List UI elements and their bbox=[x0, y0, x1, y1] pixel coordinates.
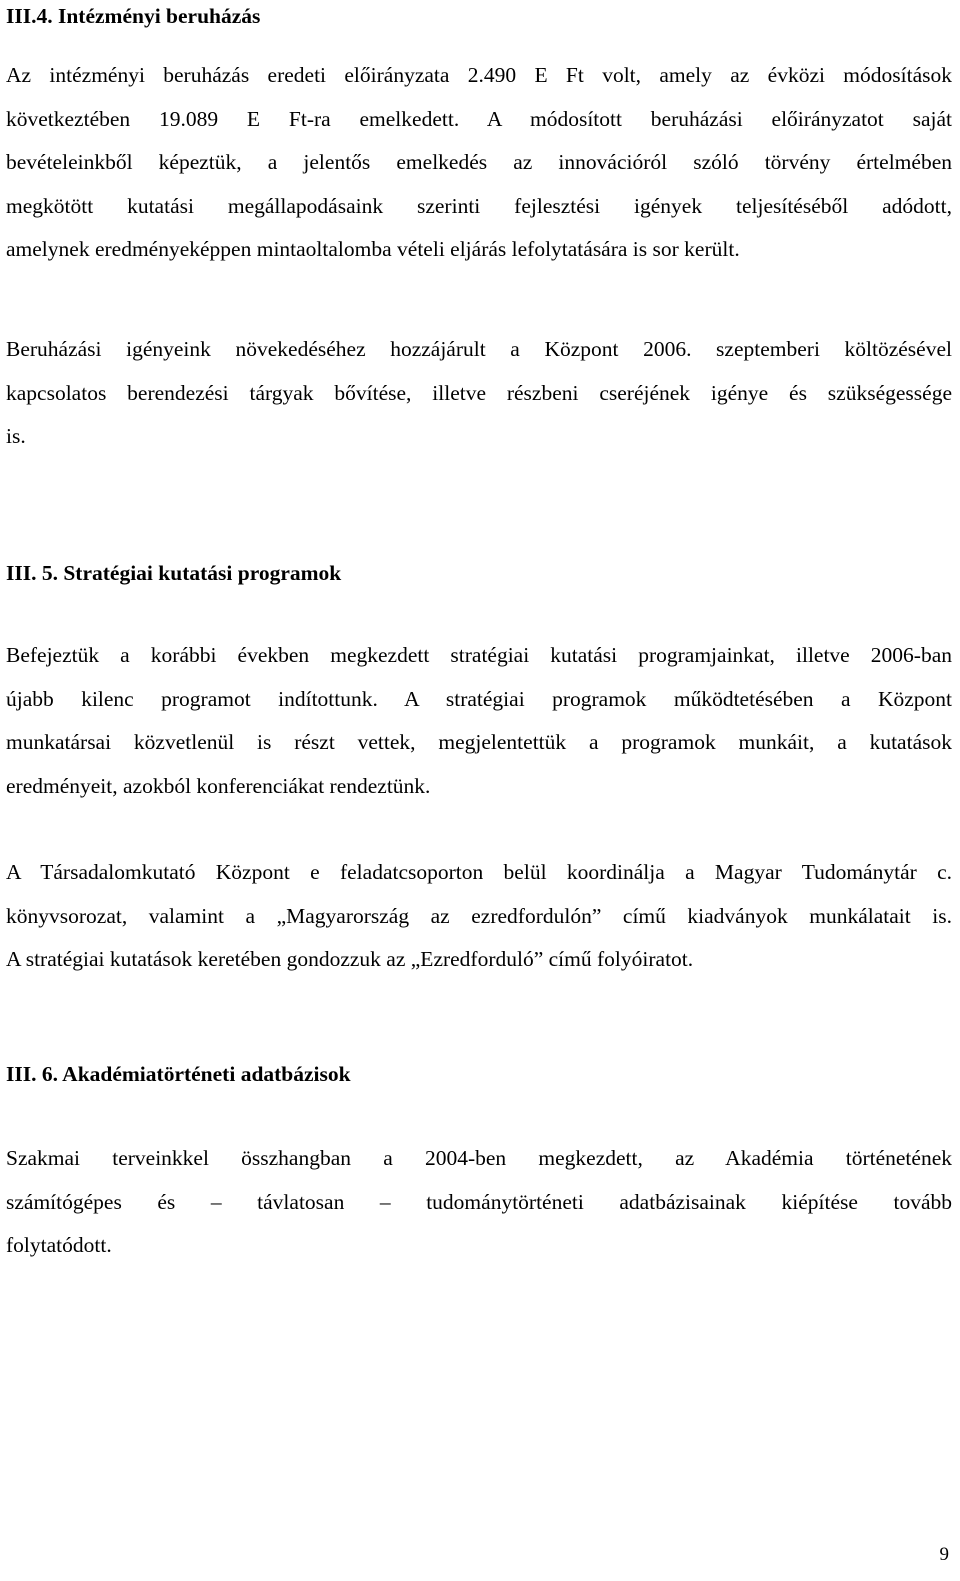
text-line: munkatársai közvetlenül is részt vettek, megjelentettük a programok munkáit, a kutatások bbox=[6, 730, 952, 755]
text-line: Az intézményi beruházás eredeti előirányzata 2.490 E Ft volt, amely az évközi módosítások bbox=[6, 63, 952, 87]
paragraph-academy-history-1 bbox=[6, 1137, 952, 1268]
paragraph-strategic-2 bbox=[6, 851, 952, 982]
section-heading-3-5: III. 5. Stratégiai kutatási programok bbox=[6, 561, 342, 585]
text-line: megkötött kutatási megállapodásaink szerinti fejlesztési igények teljesítéséből adódott, bbox=[6, 193, 952, 218]
text-line: amelynek eredményeképpen mintaoltalomba vételi eljárás lefolytatására is sor került. bbox=[6, 237, 740, 262]
text-line: Beruházási igényeink növekedéséhez hozzájárult a Központ 2006. szeptemberi költözésével bbox=[6, 337, 952, 361]
text-line: A Társadalomkutató Központ e feladatcsoporton belül koordinálja a Magyar Tudománytár c. bbox=[6, 860, 952, 884]
text-line: Befejeztük a korábbi években megkezdett stratégiai kutatási programjainkat, illetve 2006-ban bbox=[6, 643, 952, 667]
text-line: eredményeit, azokból konferenciákat rendeztünk. bbox=[6, 773, 431, 798]
section-heading-3-6: III. 6. Akadémiatörténeti adatbázisok bbox=[6, 1062, 351, 1086]
text-line: újabb kilenc programot indítottunk. A stratégiai programok működtetésében a Központ bbox=[6, 686, 952, 711]
page-number: 9 bbox=[939, 1544, 949, 1565]
text-line: bevételeinkből képeztük, a jelentős emelkedés az innovációról szóló törvény értelmében bbox=[6, 150, 952, 175]
text-line: folytatódott. bbox=[6, 1233, 112, 1258]
paragraph-strategic-1 bbox=[6, 634, 952, 808]
text-line: is. bbox=[6, 424, 26, 449]
text-line: következtében 19.089 E Ft-ra emelkedett. A módosított beruházási előirányzatot saját bbox=[6, 106, 952, 131]
text-line: könyvsorozat, valamint a „Magyarország az ezredfordulón” című kiadványok munkálatait is. bbox=[6, 903, 952, 928]
paragraph-investment-2 bbox=[6, 328, 952, 459]
text-line: számítógépes és – távlatosan – tudománytörténeti adatbázisainak kiépítése tovább bbox=[6, 1189, 952, 1214]
section-heading-3-4: III.4. Intézményi beruházás bbox=[6, 4, 261, 28]
text-line: kapcsolatos berendezési tárgyak bővítése, illetve részbeni cseréjének igénye és szükségessége bbox=[6, 380, 952, 405]
paragraph-investment-1 bbox=[6, 54, 952, 272]
text-line: Szakmai terveinkkel összhangban a 2004-ben megkezdett, az Akadémia történetének bbox=[6, 1146, 952, 1170]
text-line: A stratégiai kutatások keretében gondozzuk az „Ezredforduló” című folyóiratot. bbox=[6, 947, 694, 972]
